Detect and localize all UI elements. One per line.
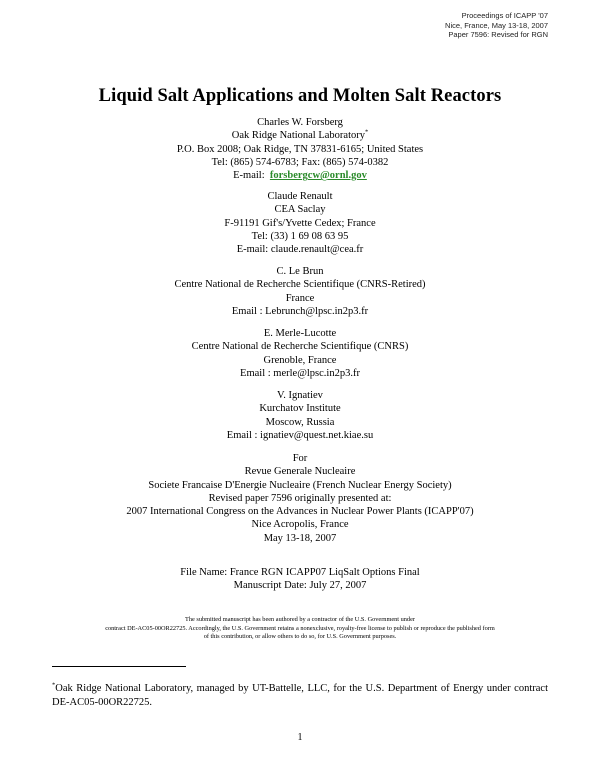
author-block-renault [0,190,600,256]
notice-line-1: The submitted manuscript has been authored by a contractor of the U.S. Government under [185,616,415,623]
author-name: C. Le Brun [276,266,324,277]
author-city: Grenoble, France [263,354,337,366]
notice-line-3: of this contribution, or allow others to do so, for U.S. Government purposes. [203,633,397,641]
for-label: For [292,453,308,464]
page-number: 1 [297,732,303,743]
author-address: F-91191 Gif's/Yvette Cedex; France [224,217,376,229]
author-name: E. Merle-Lucotte [263,328,337,339]
author-block-merle-lucotte [0,327,600,380]
author-affiliation: Oak Ridge National Laboratory* [231,128,369,142]
author-email: Email : merle@lpsc.in2p3.fr [240,367,360,379]
author-phone: Tel: (33) 1 69 08 63 95 [251,230,349,242]
author-email: E-mail: claude.renault@cea.fr [236,244,364,256]
footnote-divider [52,666,186,667]
author-name: Claude Renault [267,191,333,202]
author-phone: Tel: (865) 574-6783; Fax: (865) 574-0382 [211,156,389,168]
footnote-text: Oak Ridge National Laboratory, managed by UT-Battelle, LLC, for the U.S. Department of Energy under contract DE-AC05-00OR22725. [52,683,548,708]
manuscript-date: Manuscript Date: July 27, 2007 [233,580,367,592]
author-city: Moscow, Russia [265,416,335,428]
dates: May 13-18, 2007 [263,532,337,544]
congress-name: 2007 International Congress on the Advances in Nuclear Power Plants (ICAPP'07) [126,506,474,518]
footnote [52,682,548,709]
header-line-3: Paper 7596: Revised for RGN [448,30,548,39]
email-label: E-mail: [233,170,265,182]
footnote-mark: * [52,681,56,689]
affiliation-footnote-mark: * [365,128,369,136]
journal-name: Revue Generale Nucleaire [244,466,356,478]
header-line-1: Proceedings of ICAPP '07 [461,11,548,20]
revised-note: Revised paper 7596 originally presented at: [208,492,392,504]
author-affiliation: CEA Saclay [274,204,326,216]
author-affiliation: Centre National de Recherche Scientifique (CNRS-Retired) [174,279,426,291]
author-name: V. Ignatiev [277,390,323,401]
author-block-ignatiev [0,389,600,442]
author-block-forsberg [0,116,600,182]
paper-title: Liquid Salt Applications and Molten Salt Reactors [98,86,502,106]
email-link[interactable]: forsbergcw@ornl.gov [269,170,367,182]
author-email: Email : ignatiev@quest.net.kiae.su [226,429,374,441]
author-block-lebrun [0,265,600,318]
author-country: France [285,292,315,304]
notice-line-2: contract DE-AC05-00OR22725. Accordingly, the U.S. Government retains a nonexclusive, royalty-free license to publish or reproduce the published form [105,624,495,632]
publication-block [0,452,600,545]
author-affiliation: Kurchatov Institute [259,403,341,415]
author-name: Charles W. Forsberg [257,117,343,128]
government-notice [0,616,600,642]
running-header [445,11,548,40]
author-address: P.O. Box 2008; Oak Ridge, TN 37831-6165; United States [176,143,424,155]
header-line-2: Nice, France, May 13-18, 2007 [445,20,548,30]
file-name: File Name: France RGN ICAPP07 LiqSalt Options Final [180,567,420,578]
file-info-block [0,566,600,593]
author-email-line [0,169,600,182]
venue: Nice Acropolis, France [251,519,349,531]
author-email: Email : Lebrunch@lpsc.in2p3.fr [231,305,369,317]
society-name: Societe Francaise D'Energie Nucleaire (French Nuclear Energy Society) [148,479,452,491]
author-affiliation: Centre National de Recherche Scientifique (CNRS) [191,341,409,353]
